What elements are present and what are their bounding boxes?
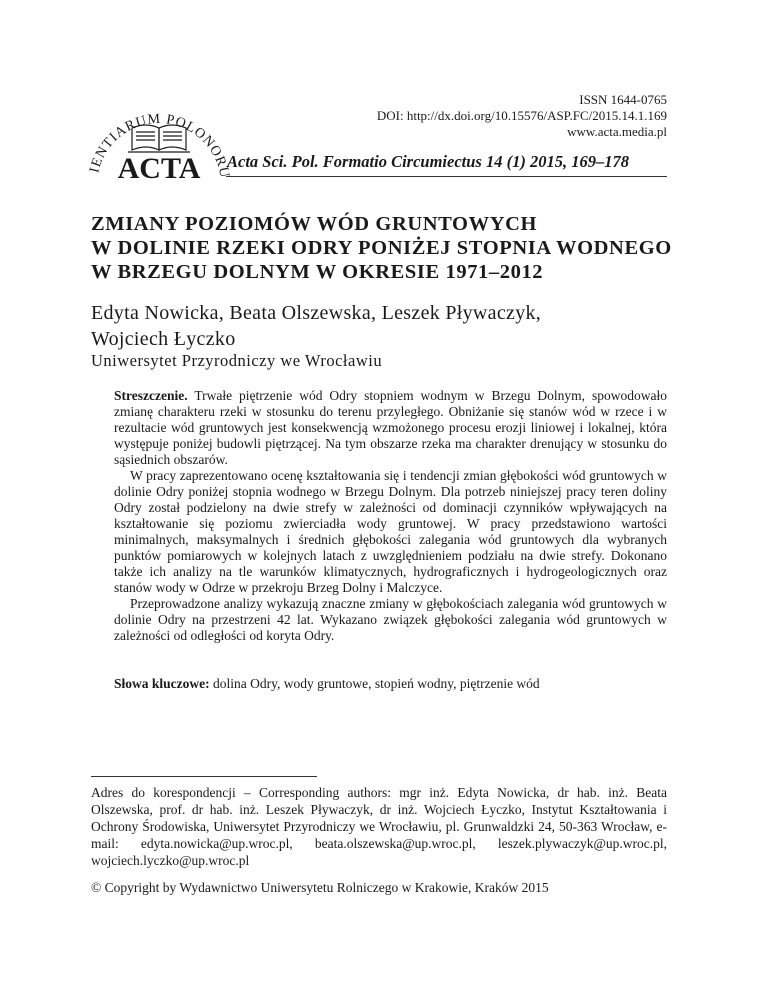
title-line-1: ZMIANY POZIOMÓW WÓD GRUNTOWYCH	[91, 213, 538, 235]
copyright-notice: © Copyright by Wydawnictwo Uniwersytetu Rolniczego w Krakowie, Kraków 2015	[91, 880, 549, 895]
logo-emblem	[84, 82, 234, 182]
abstract-paragraph-3: Przeprowadzone analizy wykazują znaczne zmiany w głębokościach zalegania wód gruntowych w dolinie Odry na przestrzeni 42 lat. Wykazano związek głębokości zalegania wód gruntowych w zależności od odległości od koryta Odry.	[114, 596, 667, 643]
keywords	[114, 676, 667, 692]
abstract-paragraph-1	[114, 388, 667, 468]
abstract	[114, 388, 667, 644]
abstract-paragraph-2: W pracy zaprezentowano ocenę kształtowania się i tendencji zmian głębokości wód gruntowych w dolinie Odry poniżej stopnia wodnego w Brzegu Dolnym. Dla potrzeb niniejszej pracy teren doliny Odry został podzielony na dwie strefy w zależności od dominacji czynników wpływających na kształtowanie się poziomu zwierciadła wody gruntowej. W pracy przedstawiono wartości minimalnych, maksymalnych i średnich głębokości zalegania wód gruntowych dla wybranych punktów pomiarowych w kolejnych latach z uwzględnieniem podziału na dwie strefy. Dokonano także ich analizy na tle warunków klimatycznych, hydrograficznych i hydrogeologicznych oraz stanów wody w Odrze w przekroju Brzeg Dolny i Malczyce.	[114, 468, 667, 595]
abstract-label: Streszczenie.	[114, 388, 188, 403]
header-rule	[226, 176, 667, 177]
issn: ISSN 1644-0765	[579, 92, 667, 107]
keywords-text: dolina Odry, wody gruntowe, stopień wodny, piętrzenie wód	[213, 676, 540, 691]
authors-line-1: Edyta Nowicka, Beata Olszewska, Leszek Pływaczyk,	[91, 302, 542, 324]
journal-url: www.acta.media.pl	[567, 124, 667, 139]
doi: DOI: http://dx.doi.org/10.15576/ASP.FC/2015.14.1.169	[376, 108, 667, 123]
affiliation: Uniwersytet Przyrodniczy we Wrocławiu	[91, 351, 383, 370]
logo-arc-text: IENTIARUM POLONORU	[87, 111, 232, 180]
title-line-3: W BRZEGU DOLNYM W OKRESIE 1971–2012	[91, 261, 544, 283]
abstract-text-1: Trwałe piętrzenie wód Odry stopniem wodnym w Brzegu Dolnym, spowodowało zmianę charakteru rzeki w stosunku do terenu przyległego. Obniżanie się stanów wód w rzece i w rezultacie wód gruntowych jest konsekwencją wzmożonego procesu erozji liniowej i lokalnej, która występuje poniżej budowli piętrzącej. Na tym obszarze rzeka ma charakter drenujący w stosunku do sąsiednich obszarów.	[114, 388, 667, 467]
journal-logo	[84, 82, 234, 182]
article-title	[91, 212, 691, 284]
authors	[91, 300, 671, 352]
footnote-rule	[91, 776, 317, 777]
journal-citation: Acta Sci. Pol. Formatio Circumiectus 14 (1) 2015, 169–178	[227, 152, 629, 171]
keywords-label: Słowa kluczowe:	[114, 676, 210, 691]
correspondence-footnote: Adres do korespondencji – Corresponding authors: mgr inż. Edyta Nowicka, dr hab. inż. Beata Olszewska, prof. dr hab. inż. Leszek Pływaczyk, dr inż. Wojciech Łyczko, Instytut Kształtowania i Ochrony Środowiska, Uniwersytet Przyrodniczy we Wrocławiu, pl. Grunwaldzki 24, 50-363 Wrocław, e-mail: edyta.nowicka@up.wroc.pl, beata.olszewska@up.wroc.pl, leszek.plywaczyk@up.wroc.pl, wojciech.lyczko@up.wroc.pl	[91, 785, 667, 868]
logo-acta-word: ACTA	[117, 152, 201, 182]
article-meta	[377, 92, 667, 140]
title-line-2: W DOLINIE RZEKI ODRY PONIŻEJ STOPNIA WODNEGO	[91, 237, 672, 259]
authors-line-2: Wojciech Łyczko	[91, 328, 236, 350]
